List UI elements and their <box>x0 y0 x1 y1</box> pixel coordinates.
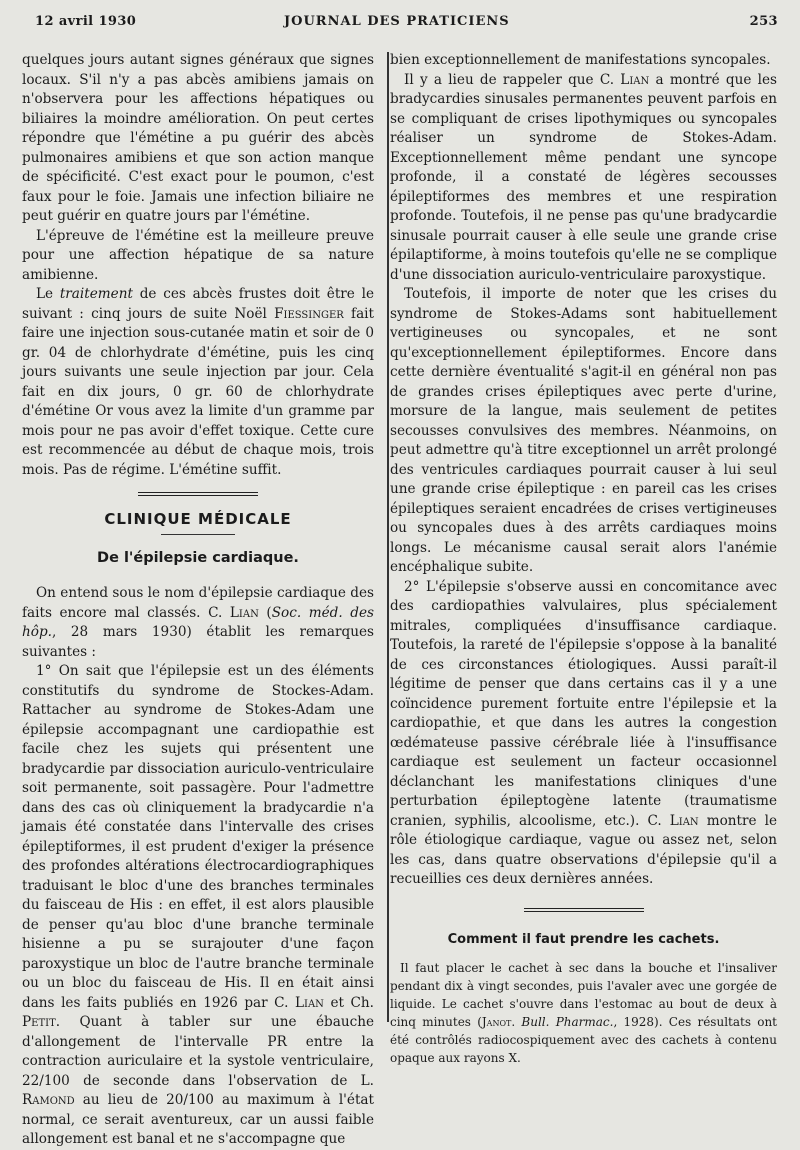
title-rule <box>161 534 235 535</box>
article-title: De l'épilepsie cardiaque. <box>97 549 299 566</box>
header-journal-title: JOURNAL DES PRATICIENS <box>284 14 510 29</box>
page-header <box>0 0 800 30</box>
box-title: Comment il faut prendre les cachets. <box>447 931 720 947</box>
paragraph: 1° On sait que l'épilepsie est un des éléments constitutifs du syndrome de Stockes-Adam. Rattacher au syndrome de Stokes-Adam une épilepsie accompagnant une cardiopathie est facile chez les sujets qui présentent une bradycardie par dissociation auriculo-ventriculaire soit permanente, soit passagère. Pour l'admettre dans des cas où cliniquement la bradycardie n'a jamais été constatée dans l'intervalle des crises épileptiformes, il est prudent d'exiger la présence des profondes altérations électrocardiographiques traduisant le bloc d'une des branches terminales du faisceau de His : en effet, il est alors plausible de penser qu'au bloc d'une branche terminale hisienne a pu se surajouter d'une façon paroxystique un bloc de l'autre branche terminale ou un bloc du faisceau de His. Il en était ainsi dans les faits publiés en 1926 par C. Lian et Ch. Petit. Quant à tabler sur une ébauche d'allongement de l'intervalle PR entre la contraction auriculaire et la systole ventriculaire, 22/100 de seconde dans l'observation de L. Ramond au lieu de 20/100 au maximum à l'état normal, ce serait aventureux, car un aussi faible allongement est banal et ne s'accompagne que <box>22 663 374 1147</box>
box-text <box>390 959 777 1067</box>
left-column <box>22 51 374 1150</box>
section-divider <box>524 908 644 912</box>
paragraph: On entend sous le nom d'épilepsie cardiaque des faits encore mal classés. C. Lian (Soc. méd. des hôp., 28 mars 1930) établit les remarques suivantes : <box>22 585 374 660</box>
paragraph: Il faut placer le cachet à sec dans la bouche et l'insaliver pendant dix à vingt secondes, puis l'avaler avec une gorgée de liquide. Le cachet s'ouvre dans l'estomac au bout de deux à cinq minutes (Janot. Bull. Pharmac., 1928). Ces résultats ont été contrôlés radiocospiquement avec des cachets à contenu opaque aux rayons X. <box>390 961 777 1065</box>
right-column <box>390 51 777 1067</box>
section-title: CLINIQUE MÉDICALE <box>104 510 292 528</box>
paragraph: Toutefois, il importe de noter que les crises du syndrome de Stokes-Adams sont habituellement vertigineuses ou syncopales, et ne sont qu'exceptionnellement épileptiformes. Encore dans cette dernière éventualité s'agit-il en général non pas de grandes crises épileptiques avec perte d'urine, morsure de la langue, mais seulement de petites secousses convulsives des membres. Néanmoins, on peut admettre qu'à titre exceptionnel un arrêt prolongé des ventricules cardiaques pourrait causer à lui seul une grande crise épileptique : en pareil cas les crises épileptiques seraient encadrées de crises vertigineuses ou syncopales dues à des arrêts cardiaques moins longs. Le mécanisme causal serait alors l'anémie encéphalique subite. <box>390 286 777 575</box>
paragraph: Le traitement de ces abcès frustes doit être le suivant : cinq jours de suite Noël Fiessinger fait faire une injection sous-cutanée matin et soir de 0 gr. 04 de chlorhydrate d'émétine, puis les cinq jours suivants une seule injection par jour. Cela fait en dix jours, 0 gr. 60 de chlorhydrate d'émétine Or vous avez la limite d'un gramme par mois pour ne pas avoir d'effet toxique. Cette cure est recommencée au début de chaque mois, trois mois. Pas de régime. L'émétine suffit. <box>22 286 374 478</box>
paragraph: 2° L'épilepsie s'observe aussi en concomitance avec des cardiopathies valvulaires, plus spécialement mitrales, compliquées d'insuffisance cardiaque. Toutefois, la rareté de l'épilepsie s'oppose à la banalité de ces circonstances étiologiques. Aussi paraît-il légitime de penser que dans certains cas il y a une coïncidence purement fortuite entre l'épilepsie et la cardiopathie, et que dans les autres la congestion œdémateuse passive cérébrale liée à l'insuffisance cardiaque est seulement un facteur occasionnel déclanchant les manifestations cliniques d'une perturbation épileptogène latente (traumatisme cranien, syphilis, alcoolisme, etc.). C. Lian montre le rôle étiologique cardiaque, vague ou assez net, selon les cas, dans quatre observations d'épilepsie qu'il a recueillies ces deux dernières années. <box>390 578 777 887</box>
paragraph: L'épreuve de l'émétine est la meilleure preuve pour une affection hépatique de sa nature amibienne. <box>22 227 374 283</box>
section-divider <box>138 492 258 496</box>
paragraph: Il y a lieu de rappeler que C. Lian a montré que les bradycardies sinusales permanentes peuvent parfois en se compliquant de crises lipothymiques ou syncopales réaliser un syndrome de Stokes-Adam. Exceptionnellement même pendant une syncope profonde, il a constaté de légères secousses épileptiformes des membres et une respiration profonde. Toutefois, il ne pense pas qu'une bradycardie sinusale pourrait causer à elle seule une grande crise épilaptiforme, à moins toutefois qu'elle ne se complique d'une dissociation auriculo-ventriculaire paroxystique. <box>390 71 777 283</box>
header-date: 12 avril 1930 <box>35 14 137 29</box>
column-divider <box>387 52 389 1022</box>
paragraph: quelques jours autant signes généraux que signes locaux. S'il n'y a pas abcès amibiens jamais on n'observera pour les affections hépatiques ou biliaires la moindre amélioration. On peut certes répondre que l'émétine a pu guérir des abcès pulmonaires amibiens et que son action manque de spécificité. C'est exact pour le poumon, c'est faux pour le foie. Jamais une infection biliaire ne peut guérir en quatre jours par l'émétine. <box>22 52 374 224</box>
header-page-number: 253 <box>749 14 778 29</box>
paragraph: bien exceptionnellement de manifestations syncopales. <box>390 52 771 68</box>
